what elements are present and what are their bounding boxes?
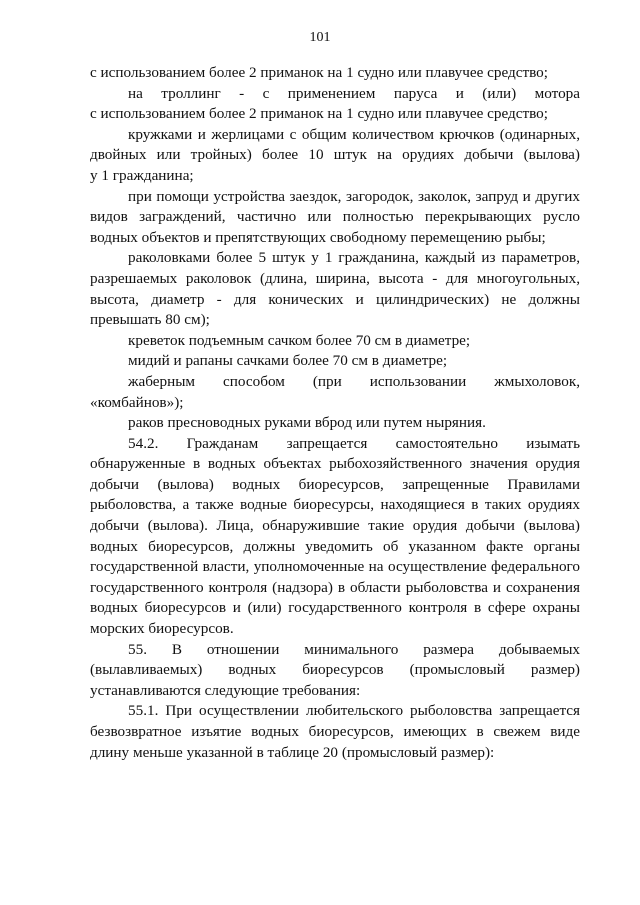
text-line: устанавливаются следующие требования: <box>90 681 361 699</box>
text-line: добычи (вылова) водных биоресурсов, запрещенные Правилами <box>90 475 580 493</box>
text-line: водных объектов и препятствующих свободному перемещению рыбы; <box>90 228 546 246</box>
text-line: двойных или тройных) более 10 штук на орудиях добычи (вылова) <box>90 146 580 164</box>
page-number: 101 <box>309 30 331 45</box>
text-line: раколовками более 5 штук у 1 гражданина, каждый из параметров, <box>128 249 580 267</box>
text-line: 55.1. При осуществлении любительского рыболовства запрещается <box>128 702 580 720</box>
text-line: морских биоресурсов. <box>90 620 234 638</box>
text-line: государственной власти, уполномоченные на осуществление федерального <box>90 558 580 576</box>
text-line: с использованием более 2 приманок на 1 судно или плавучее средство; <box>90 64 548 81</box>
text-line: при помощи устройства заездок, загородок, заколок, запруд и других <box>128 187 580 205</box>
text-line: 55. В отношении минимального размера добываемых <box>128 640 580 658</box>
text-line: (вылавливаемых) водных биоресурсов (промысловый размер) <box>90 661 580 679</box>
text-line: у 1 гражданина; <box>90 166 194 184</box>
text-line: раков пресноводных руками вброд или путем ныряния. <box>128 414 486 432</box>
text-line: с использованием более 2 приманок на 1 судно или плавучее средство; <box>90 105 548 123</box>
text-line: водных биоресурсов, должны уведомить об указанном факте органы <box>90 537 580 555</box>
document-body <box>90 63 580 763</box>
text-line: видов заграждений, частично или полностью перекрывающих русло <box>90 208 580 226</box>
text-line: «комбайнов»); <box>90 393 184 411</box>
text-line: кружками и жерлицами с общим количеством крючков (одинарных, <box>128 125 580 143</box>
text-line: безвозвратное изъятие водных биоресурсов, имеющих в свежем виде <box>90 723 580 740</box>
text-line: водных биоресурсов и (или) государственного контроля в сфере охраны <box>90 599 580 617</box>
text-line: добычи (вылова). Лица, обнаружившие такие орудия добычи (вылова) <box>90 517 580 535</box>
text-line: превышать 80 см); <box>90 311 210 329</box>
text-line: жаберным способом (при использовании жмыхоловок, <box>128 372 580 390</box>
text-line: рыболовства, а также водные биоресурсы, находящиеся в таких орудиях <box>90 496 580 514</box>
text-line: высота, диаметр - для конических и цилиндрических) не должны <box>90 290 580 308</box>
text-line: разрешаемых раколовок (длина, ширина, высота - для многоугольных, <box>90 269 580 287</box>
text-line: длину меньше указанной в таблице 20 (промысловый размер): <box>90 743 495 761</box>
text-line: государственного контроля (надзора) в области рыболовства и сохранения <box>90 578 580 596</box>
text-line: креветок подъемным сачком более 70 см в диаметре; <box>128 331 471 349</box>
text-line: мидий и рапаны сачками более 70 см в диаметре; <box>128 352 448 370</box>
text-line: на троллинг - с применением паруса и (или) мотора <box>128 84 580 102</box>
text-line: обнаруженные в водных объектах рыбохозяйственного значения орудия <box>90 455 580 473</box>
text-line: 54.2. Гражданам запрещается самостоятельно изымать <box>128 434 580 452</box>
